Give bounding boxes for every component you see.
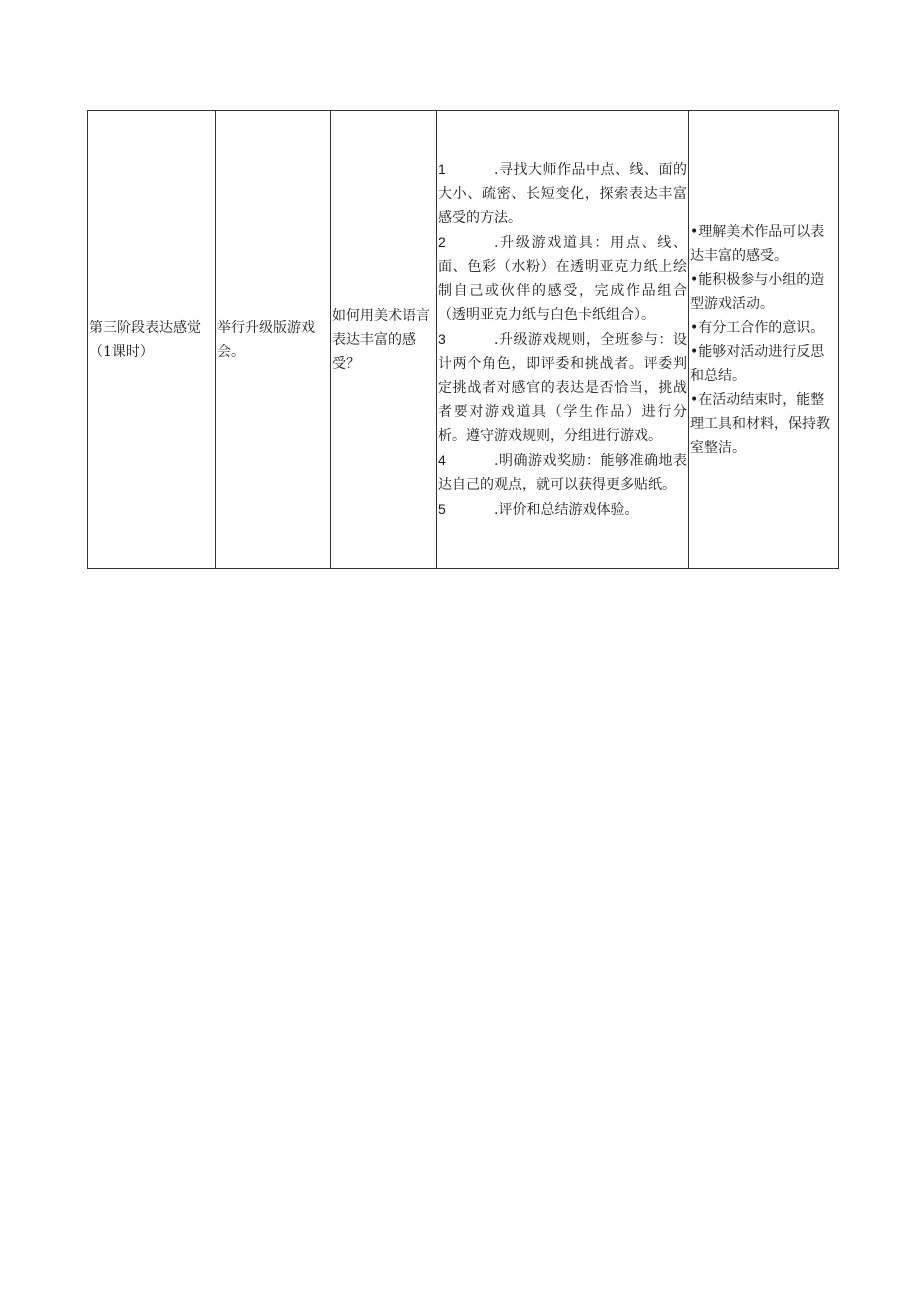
step-item	[438, 497, 687, 522]
goal-item: •能够对活动进行反思和总结。	[690, 343, 825, 384]
goal-item: •有分工合作的意识。	[690, 319, 825, 336]
step-item	[438, 157, 687, 230]
step-text: .寻找大师作品中点、线、面的大小、疏密、长短变化，探索表达丰富感受的方法。	[438, 162, 687, 226]
lesson-plan-table	[87, 110, 839, 569]
question-cell: 如何用美术语言表达丰富的感受？	[331, 111, 437, 569]
table-row	[88, 111, 839, 569]
activity-cell: 举行升级版游戏会。	[216, 111, 331, 569]
step-text: .明确游戏奖励：能够准确地表达自己的观点，就可以获得更多贴纸。	[438, 453, 687, 493]
step-number: 2	[438, 234, 446, 250]
stage-cell: 第三阶段表达感觉（1课时）	[88, 111, 216, 569]
step-text: .升级游戏道具：用点、线、面、色彩（水粉）在透明亚克力纸上绘制自己或伙伴的感受，完成作品组合（透明亚克力纸与白色卡纸组合）。	[438, 235, 687, 323]
step-number: 4	[438, 452, 446, 468]
step-item	[438, 448, 687, 497]
step-number: 3	[438, 331, 446, 347]
step-number: 1	[438, 161, 446, 177]
goal-item: •能积极参与小组的造型游戏活动。	[690, 271, 825, 312]
step-text: .评价和总结游戏体验。	[494, 502, 639, 518]
steps-cell	[437, 111, 689, 569]
step-number: 5	[438, 501, 446, 517]
goals-cell	[689, 111, 839, 569]
goal-item: •在活动结束时，能整理工具和材料，保持教室整洁。	[690, 391, 830, 456]
step-text: .升级游戏规则，全班参与：设计两个角色，即评委和挑战者。评委判定挑战者对感官的表达是否恰当，挑战者要对游戏道具（学生作品）进行分析。遵守游戏规则，分组进行游戏。	[438, 332, 687, 444]
step-item	[438, 327, 687, 448]
goal-item: •理解美术作品可以表达丰富的感受。	[690, 223, 825, 264]
step-item	[438, 230, 687, 327]
